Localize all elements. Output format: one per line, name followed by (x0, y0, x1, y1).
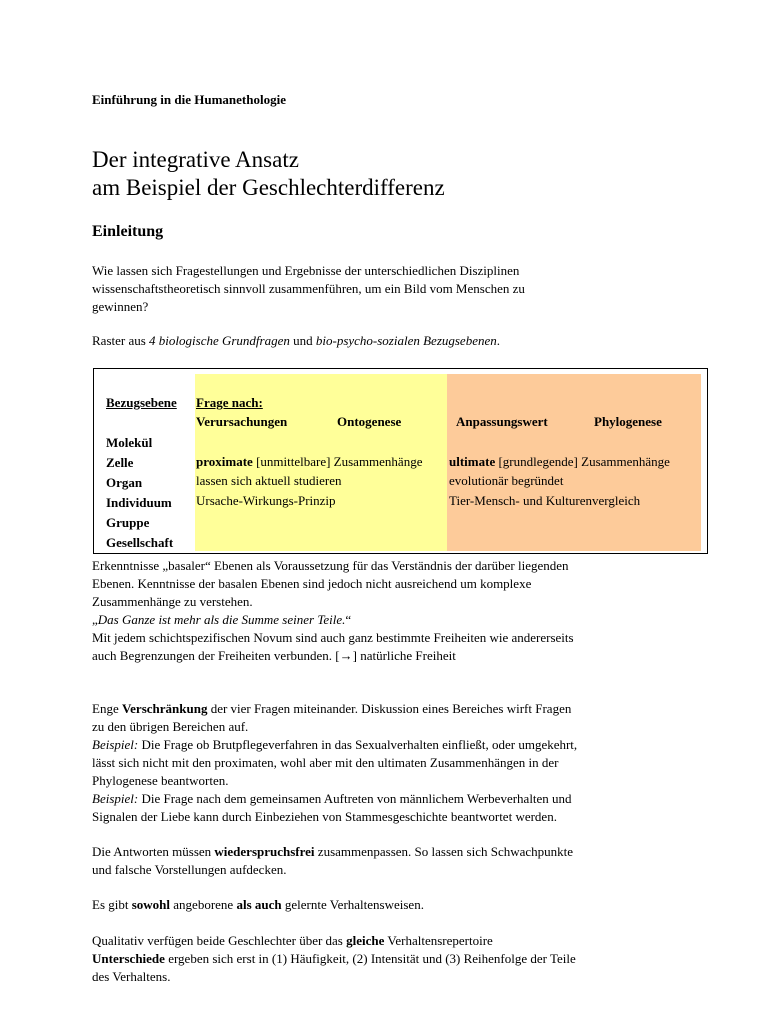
verschraenkung-paragraph (92, 700, 577, 826)
level-item: Gesellschaft (106, 535, 174, 550)
quote-text: Das Ganze ist mehr als die Summe seiner Teile. (97, 612, 346, 627)
intro-line-1: Wie lassen sich Fragestellungen und Ergebnisse der unterschiedlichen Disziplinen (92, 263, 520, 278)
raster-suffix: . (496, 333, 500, 348)
q-bold: gleiche (346, 933, 385, 948)
raster-paragraph (92, 332, 500, 350)
example-text: Die Frage nach dem gemeinsamen Auftreten von männlichem Werbeverhalten und (138, 791, 572, 806)
antworten-line-2: und falsche Vorstellungen aufdecken. (92, 862, 287, 877)
v-suffix: der vier Fragen miteinander. Diskussion eines Bereiches wirft Fragen (207, 701, 572, 716)
erkenntnis-quote (92, 611, 574, 629)
raster-mid: und (289, 333, 316, 348)
proximate-term: proximate (196, 454, 253, 469)
v-bold: Verschränkung (121, 701, 208, 716)
proximate-line-2: lassen sich aktuell studieren (196, 473, 342, 488)
header-frage-nach: Frage nach: (196, 395, 263, 410)
example-1-line-1 (92, 736, 577, 754)
proximate-rest: [unmittelbare] Zusammenhänge (252, 454, 423, 469)
qualitativ-paragraph (92, 932, 576, 986)
title-line-2: am Beispiel der Geschlechterdifferenz (92, 175, 445, 200)
intro-paragraph (92, 262, 525, 316)
a-bold: wiederspruchsfrei (214, 844, 315, 859)
level-item: Zelle (106, 455, 134, 470)
raster-prefix: Raster aus (92, 333, 150, 348)
ultimate-line-1 (449, 454, 670, 470)
example-text: Die Frage ob Brutpflegeverfahren in das Sexualverhalten einfließt, oder umgekehrt, (138, 737, 578, 752)
intro-line-2: wissenschaftstheoretisch sinnvoll zusammenführen, um ein Bild vom Menschen zu (92, 281, 525, 296)
g-prefix: Es gibt (92, 897, 132, 912)
erkenntnis-line-6 (92, 647, 574, 665)
example-2-line-2: Signalen der Liebe kann durch Einbeziehen von Stammesgeschichte beantwortet werden. (92, 809, 557, 824)
quote-open: „ (92, 612, 98, 627)
level-item: Gruppe (106, 515, 150, 530)
g-bold-2: als auch (236, 897, 282, 912)
level-item: Organ (106, 475, 143, 490)
qualitativ-line-3: des Verhaltens. (92, 969, 171, 984)
grundfragen-table (93, 368, 708, 554)
example-1-line-2: lässt sich nicht mit den proximaten, wohl aber mit den ultimaten Zusammenhängen in der (92, 755, 559, 770)
v-prefix: Enge (92, 701, 122, 716)
title-line-1: Der integrative Ansatz (92, 147, 299, 172)
verschraenkung-line-1 (92, 700, 577, 718)
angeboren-paragraph (92, 896, 424, 914)
example-label: Beispiel: (92, 737, 139, 752)
raster-emphasis-2: bio-psycho-sozialen Bezugsebenen (315, 333, 497, 348)
course-title: Einführung in die Humanethologie (92, 92, 286, 107)
levels-list (106, 433, 173, 553)
verschraenkung-line-2: zu den übrigen Bereichen auf. (92, 719, 249, 734)
question-ontogenese: Ontogenese (337, 414, 402, 429)
proximate-line-1 (196, 454, 422, 470)
qualitativ-line-2 (92, 950, 576, 968)
intro-line-3: gewinnen? (92, 299, 149, 314)
qualitativ-line-1 (92, 932, 576, 950)
question-verursachungen: Verursachungen (196, 414, 288, 429)
example-1-line-3: Phylogenese beantworten. (92, 773, 229, 788)
erkenntnis-paragraph (92, 557, 574, 665)
example-2-line-1 (92, 790, 577, 808)
ultimate-line-3: Tier-Mensch- und Kulturenvergleich (449, 493, 641, 508)
g-bold-1: sowohl (131, 897, 171, 912)
g-mid: angeborene (170, 897, 237, 912)
q-suffix: Verhaltensrepertoire (384, 933, 493, 948)
arrow-right-icon: → (339, 648, 353, 663)
question-anpassungswert: Anpassungswert (456, 414, 548, 429)
ultimate-rest: [grundlegende] Zusammenhänge (495, 454, 670, 469)
ultimate-line-2: evolutionär begründet (449, 473, 564, 488)
section-heading: Einleitung (92, 223, 164, 240)
ultimate-term: ultimate (449, 454, 496, 469)
q-prefix: Qualitativ verfügen beide Geschlechter über das (92, 933, 347, 948)
erkenntnis-line-2: Ebenen. Kenntnisse der basalen Ebenen sind jedoch nicht ausreichend um komplexe (92, 576, 532, 591)
erkenntnis-line-3: Zusammenhänge zu verstehen. (92, 594, 253, 609)
level-item: Individuum (106, 495, 172, 510)
example-label: Beispiel: (92, 791, 139, 806)
document-title (92, 146, 445, 202)
q2-suffix: ergeben sich erst in (1) Häufigkeit, (2) Intensität und (3) Reihenfolge der Teile (164, 951, 576, 966)
raster-emphasis-1: 4 biologische Grundfragen (149, 333, 290, 348)
level-item: Molekül (106, 435, 153, 450)
a-suffix: zusammenpassen. So lassen sich Schwachpunkte (314, 844, 574, 859)
proximate-line-3: Ursache-Wirkungs-Prinzip (196, 493, 336, 508)
q2-bold: Unterschiede (92, 951, 165, 966)
antworten-line-1 (92, 843, 573, 861)
quote-close: “ (345, 612, 352, 627)
header-bezugsebene: Bezugsebene (106, 395, 177, 410)
question-phylogenese: Phylogenese (594, 414, 662, 429)
g-suffix: gelernte Verhaltensweisen. (281, 897, 424, 912)
line6-prefix: auch Begrenzungen der Freiheiten verbunden. [ (92, 648, 340, 663)
a-prefix: Die Antworten müssen (92, 844, 215, 859)
line6-suffix: ] natürliche Freiheit (352, 648, 456, 663)
antworten-paragraph (92, 843, 573, 879)
erkenntnis-line-1: Erkenntnisse „basaler“ Ebenen als Voraussetzung für das Verständnis der darüber liegenden (92, 558, 569, 573)
erkenntnis-line-5: Mit jedem schichtspezifischen Novum sind auch ganz bestimmte Freiheiten wie andererseits (92, 630, 574, 645)
